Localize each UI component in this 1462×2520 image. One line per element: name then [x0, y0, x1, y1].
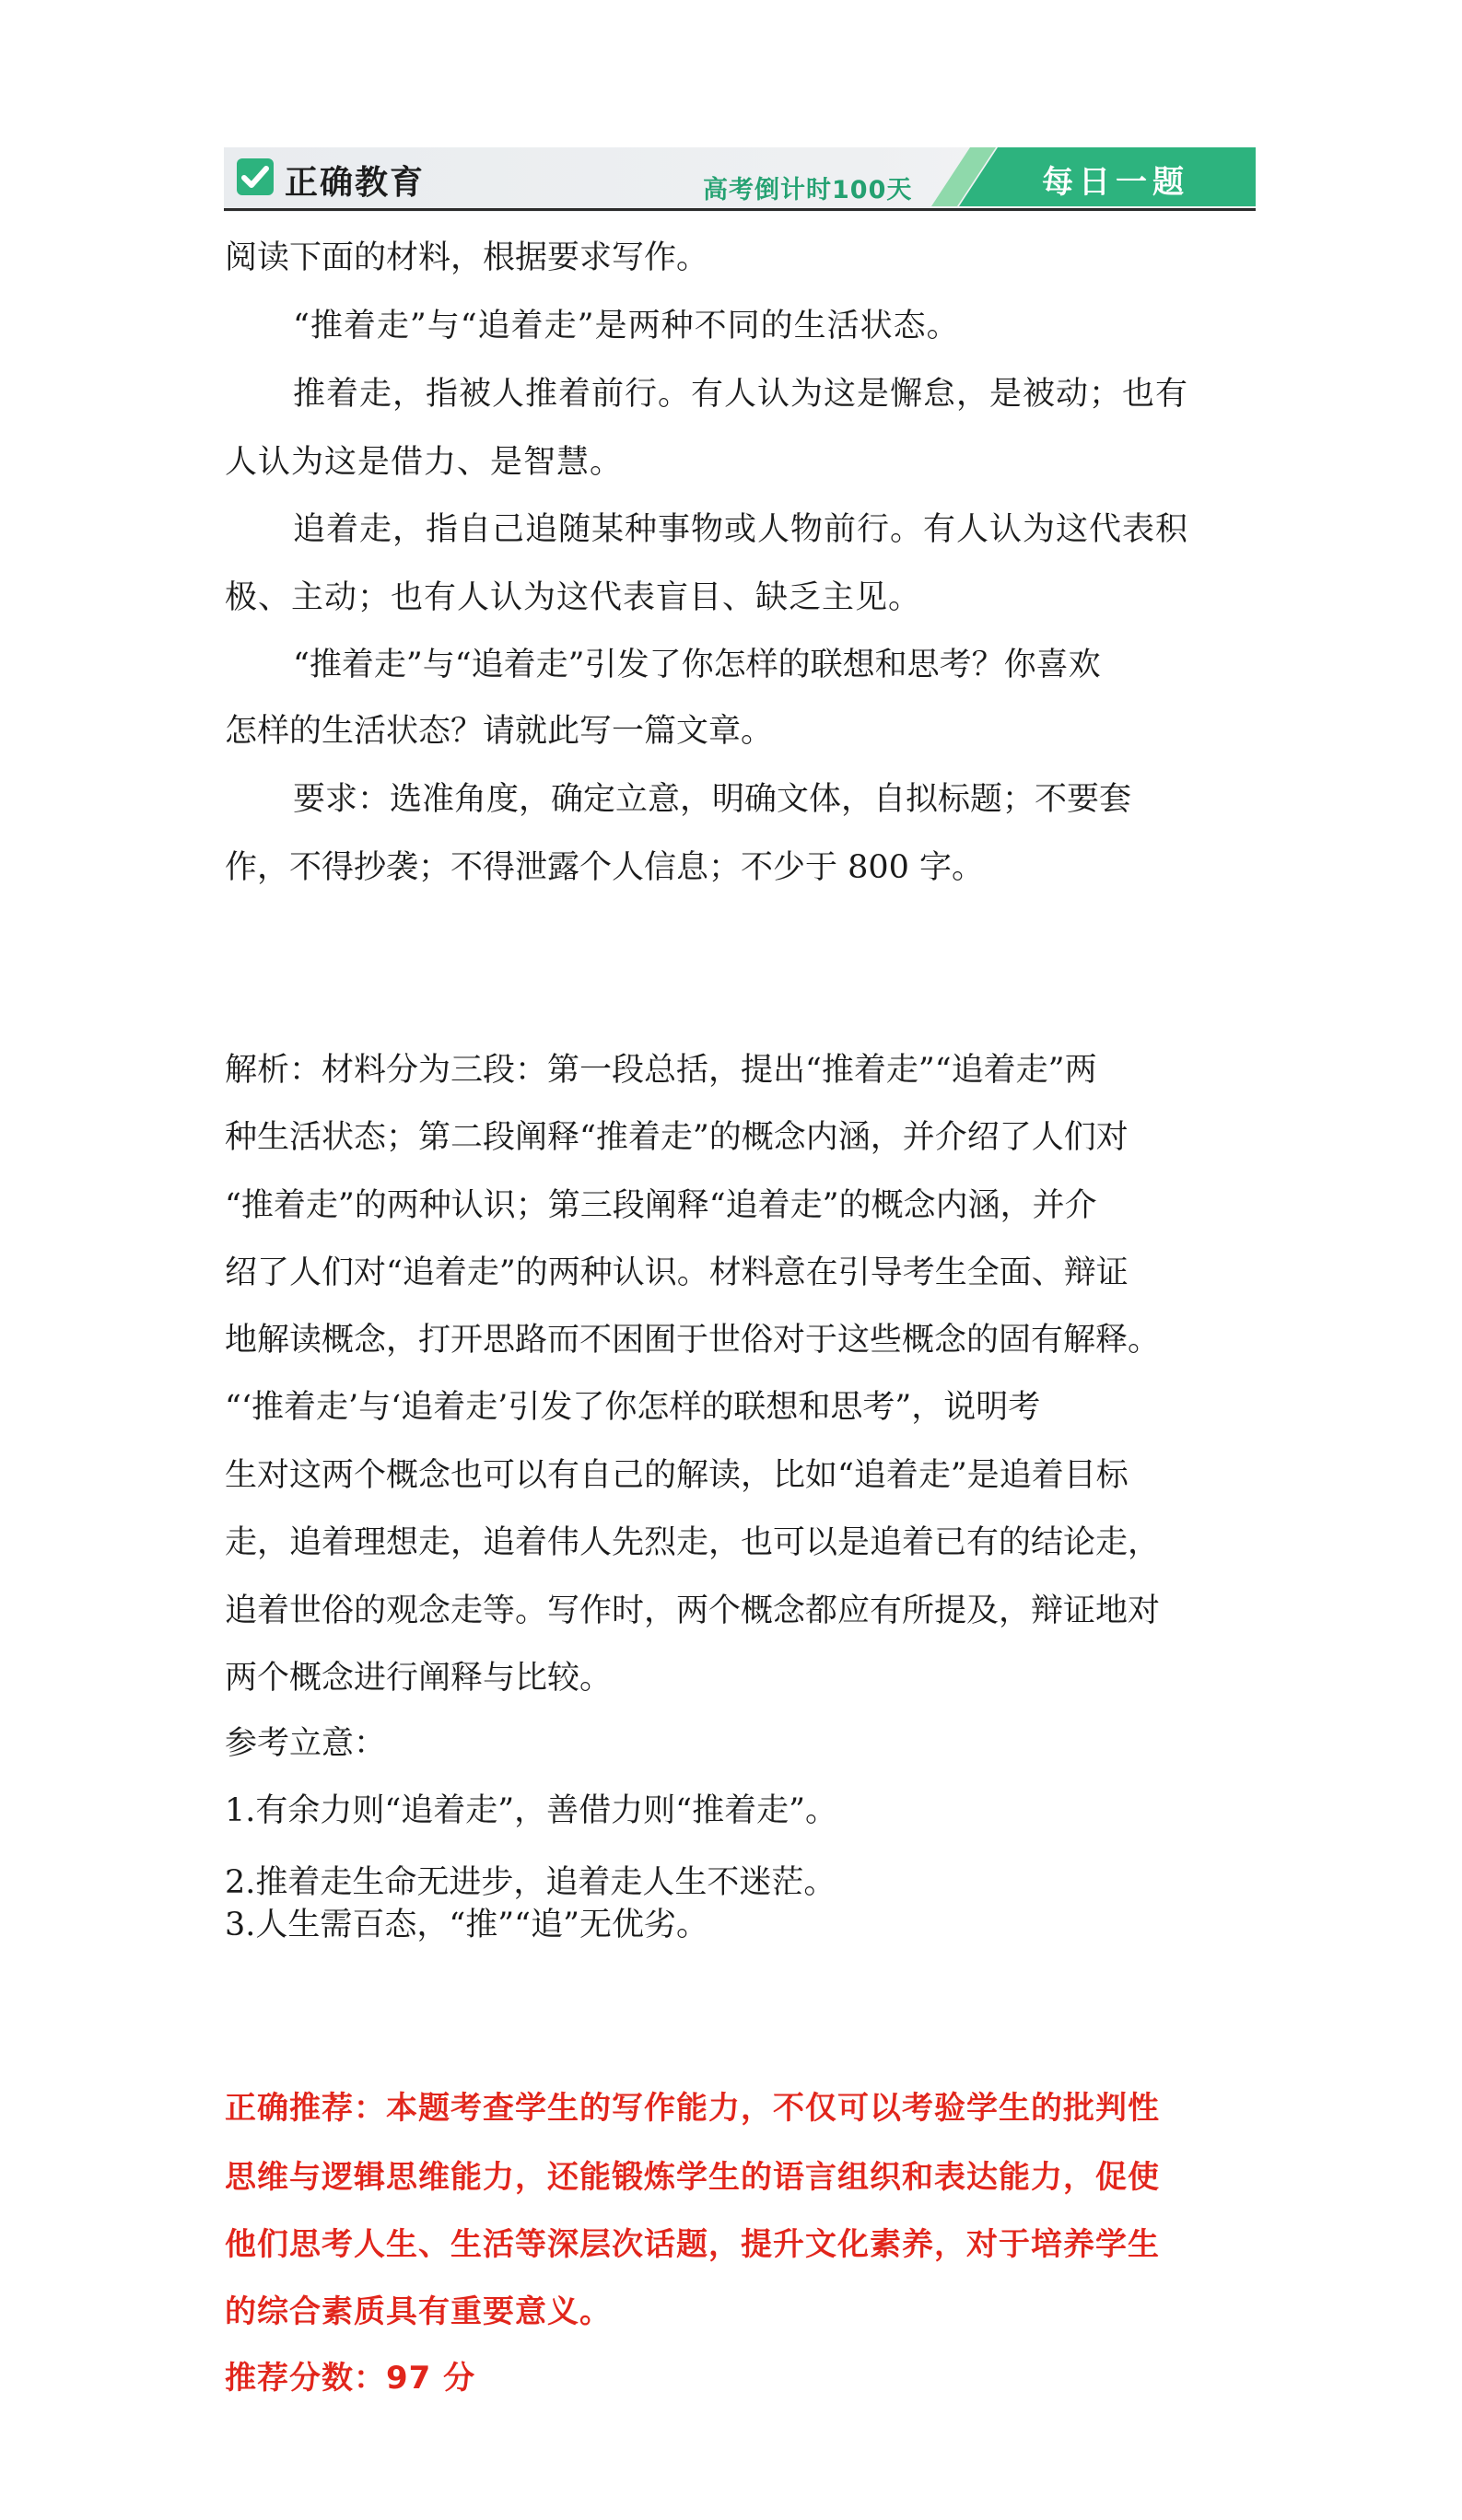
question-intro: 阅读下面的材料，根据要求写作。: [225, 239, 709, 276]
analysis-line: 解析：材料分为三段：第一段总括，提出“推着走”“追着走”两: [225, 1052, 1097, 1089]
question-line: 追着走，指自己追随某种事物或人物前行。有人认为这代表积: [293, 511, 1189, 548]
requirement-line: 作，不得抄袭；不得泄露个人信息；不少于 800 字。: [225, 849, 985, 886]
recommended-score: 推荐分数：97 分: [225, 2360, 476, 2397]
brand-name: 正确教育: [285, 164, 426, 202]
question-line: “推着走”与“追着走”是两种不同的生活状态。: [293, 308, 960, 344]
recommendation-line: 的综合素质具有重要意义。: [225, 2293, 612, 2330]
analysis-line: 种生活状态；第二段阐释“推着走”的概念内涵，并介绍了人们对: [225, 1119, 1129, 1156]
question-line: 怎样的生活状态？请就此写一篇文章。: [225, 713, 774, 750]
countdown-text: 高考倒计时100天: [703, 176, 913, 204]
reference-item: 3.人生需百态，“推”“追”无优劣。: [225, 1907, 708, 1943]
question-line: “推着走”与“追着走”引发了你怎样的联想和思考？你喜欢: [293, 647, 1101, 683]
daily-question-label: 每日一题: [1042, 164, 1189, 201]
recommendation-line: 思维与逻辑思维能力，还能锻炼学生的语言组织和表达能力，促使: [225, 2159, 1160, 2196]
analysis-line: “推着走”的两种认识；第三段阐释“追着走”的概念内涵，并介: [225, 1187, 1097, 1224]
analysis-line: 两个概念进行阐释与比较。: [225, 1660, 613, 1697]
question-line: 极、主动；也有人认为这代表盲目、缺乏主见。: [225, 579, 922, 616]
requirement-line: 要求：选准角度，确定立意，明确文体，自拟标题；不要套: [293, 781, 1132, 818]
analysis-line: “‘推着走’与‘追着走’引发了你怎样的联想和思考”，说明考: [225, 1389, 1041, 1426]
analysis-line: 追着世俗的观念走等。写作时，两个概念都应有所提及，辩证地对: [225, 1592, 1161, 1629]
recommendation-line: 他们思考人生、生活等深层次话题，提升文化素养，对于培养学生: [225, 2226, 1160, 2263]
check-icon: [237, 158, 274, 195]
analysis-line: 绍了人们对“追着走”的两种认识。材料意在引导考生全面、辩证: [225, 1254, 1129, 1291]
reference-item: 2.推着走生命无进步，追着走人生不迷茫。: [225, 1864, 836, 1901]
reference-title: 参考立意：: [225, 1725, 387, 1762]
question-line: 人认为这是借力、是智慧。: [225, 444, 624, 481]
banner-divider: [224, 208, 1256, 211]
header-banner: [224, 147, 1256, 212]
question-line: 推着走，指被人推着前行。有人认为这是懈怠，是被动；也有: [293, 376, 1189, 413]
reference-item: 1.有余力则“追着走”，善借力则“推着走”。: [225, 1792, 837, 1829]
analysis-line: 生对这两个概念也可以有自己的解读，比如“追着走”是追着目标: [225, 1457, 1129, 1494]
analysis-line: 地解读概念，打开思路而不困囿于世俗对于这些概念的固有解释。: [225, 1322, 1161, 1359]
recommendation-line: 正确推荐：本题考查学生的写作能力，不仅可以考验学生的批判性: [225, 2090, 1160, 2127]
analysis-line: 走，追着理想走，追着伟人先烈走，也可以是追着已有的结论走，: [225, 1524, 1161, 1561]
